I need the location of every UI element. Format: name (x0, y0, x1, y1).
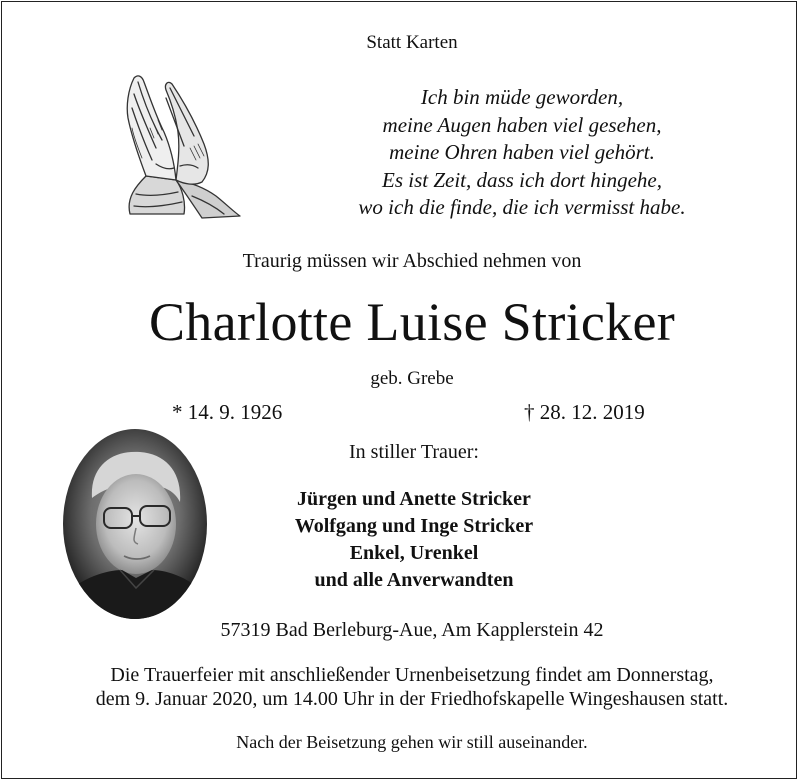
service-line: Die Trauerfeier mit anschließender Urnenbeisetzung findet am Donnerstag, (110, 664, 714, 686)
poem (332, 84, 712, 222)
poem-line: meine Ohren haben viel gehört. (389, 140, 655, 164)
portrait-photo (62, 428, 208, 620)
poem-line: meine Augen haben viel gesehen, (382, 112, 662, 137)
birth-date: * 14. 9. 1926 (172, 400, 283, 424)
header-text: Statt Karten (366, 32, 458, 53)
mourner-entry: Jürgen und Anette Stricker (297, 488, 531, 510)
death-date: † 28. 12. 2019 (524, 400, 645, 424)
closing-text: Nach der Beisetzung gehen wir still auseinander. (236, 732, 588, 752)
address: 57319 Bad Berleburg-Aue, Am Kapplerstein 42 (220, 619, 604, 641)
intro-text: Traurig müssen wir Abschied nehmen von (242, 250, 582, 272)
mourner-entry: Wolfgang und Inge Stricker (294, 515, 534, 537)
poem-line: Ich bin müde geworden, (420, 85, 624, 109)
maiden-name: geb. Grebe (370, 368, 454, 389)
obituary-notice (1, 1, 797, 779)
deceased-name: Charlotte Luise Stricker (148, 292, 676, 352)
service-line: dem 9. Januar 2020, um 14.00 Uhr in der Friedhofskapelle Wingeshausen statt. (95, 688, 729, 710)
mourner-entry: Enkel, Urenkel (349, 542, 479, 564)
praying-hands-icon (106, 68, 256, 220)
poem-line: wo ich die finde, die ich vermisst habe. (358, 195, 686, 219)
poem-line: Es ist Zeit, dass ich dort hingehe, (382, 167, 662, 192)
service-info (2, 663, 797, 711)
mourner-entry: und alle Anverwandten (314, 569, 514, 591)
mourning-title: In stiller Trauer: (349, 441, 479, 463)
mourners-list (234, 486, 594, 594)
